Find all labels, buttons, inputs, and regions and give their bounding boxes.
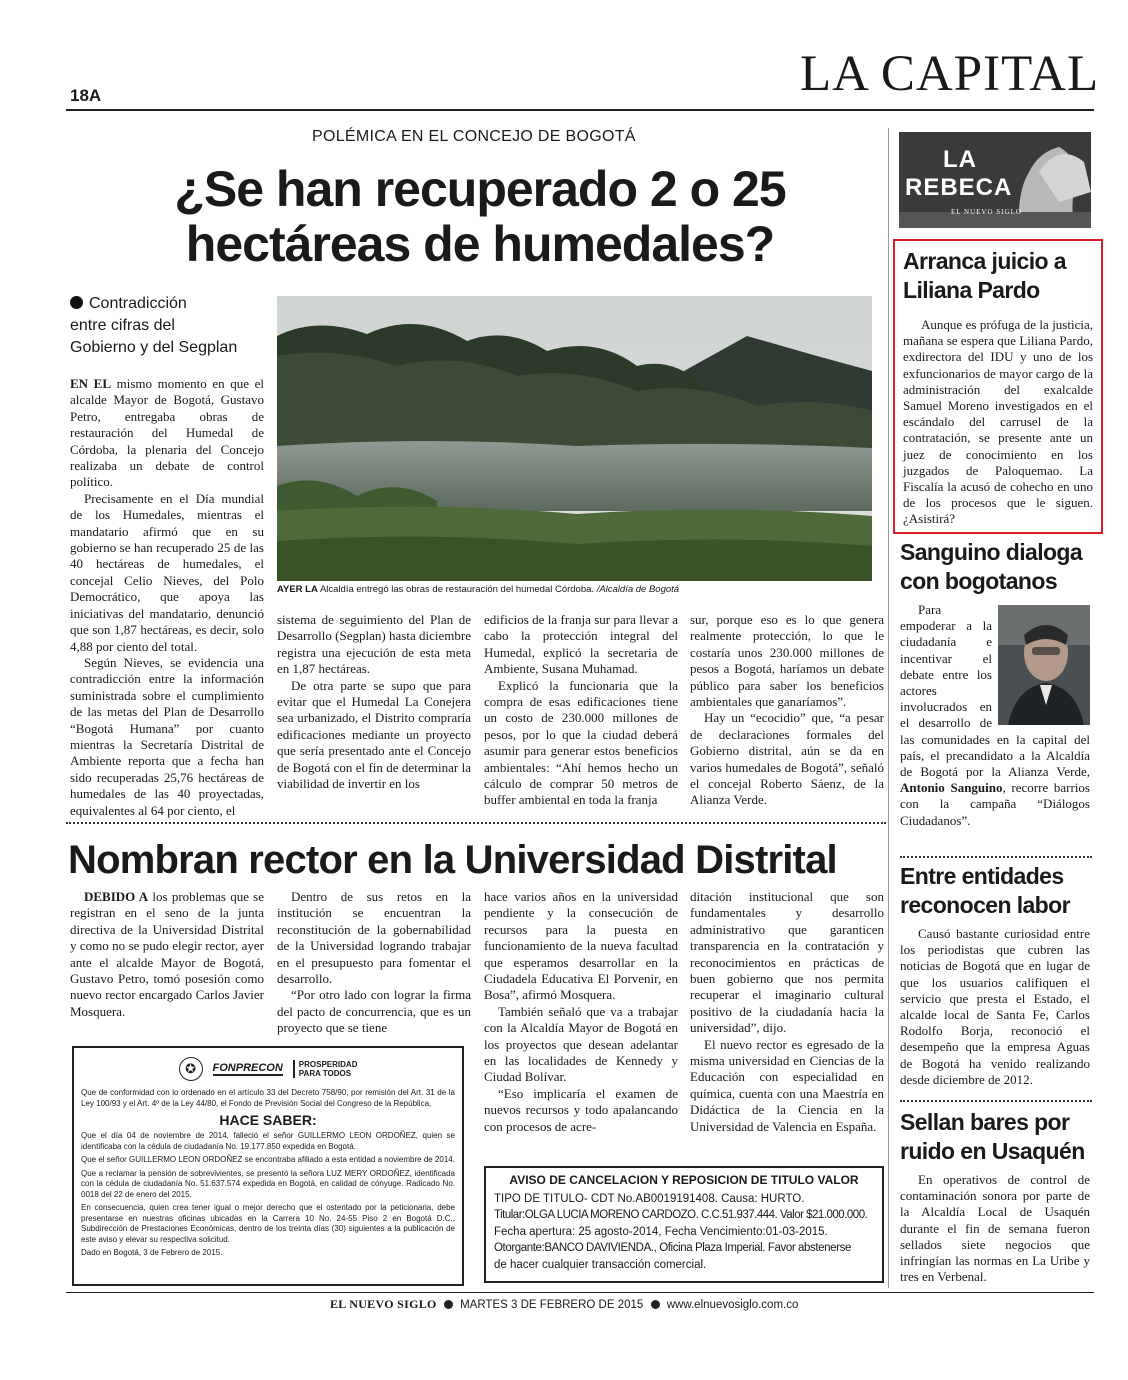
lead-column-1: [70, 376, 264, 819]
legal-logos: [81, 1054, 455, 1084]
sidebar-item-2: [900, 538, 1090, 829]
kicker: POLÉMICA EN EL CONCEJO DE BOGOTÁ: [312, 128, 636, 145]
story-divider: [66, 822, 886, 824]
lead-headline-line2: hectáreas de humedales?: [185, 216, 775, 272]
photo-caption: [277, 584, 877, 596]
item3-title: Entre entidades reconocen labor: [900, 863, 1070, 918]
footer-dot-icon: [444, 1300, 453, 1309]
legal-p2: Que el señor GUILLERMO LEON ORDOÑEZ se encontraba afiliado a esta entidad a noviembre de 2014.: [81, 1155, 455, 1164]
lead-col4-p1: sur, porque eso es lo que genera realmente protección, lo que le costaría unos 230.000 millones de pesos a Bogotá, haríamos un debate público para saber los beneficios ambientales que ganaríamos”.: [690, 612, 884, 710]
rector-column-2: [277, 889, 471, 1037]
legal-title: HACE SABER:: [219, 1112, 317, 1128]
section-title: LA CAPITAL: [800, 46, 1100, 102]
header-rule: [66, 109, 1094, 111]
rector-col4-p1: ditación institucional que son fundamentales y desarrollo administrativo que garanticen transparencia en la contratación y reconocimientos en prácticas de buen gobierno que nos permita recuperar el imaginario cultural positivo de la ciudadanía hacia la universidad”, dijo.: [690, 889, 884, 1036]
lead-col3-p2: Explicó la funcionaria que la compra de esas edificaciones tiene un costo de 230.000 millones de pesos, por lo que la ciudad deberá asumir para generar estos beneficios ambientales: “Ahí hemos hecho un cálculo de comprar 50 metros de buffer ambiental en toda la franja: [484, 677, 678, 808]
legal-p5: Dado en Bogotá, 3 de Febrero de 2015.: [81, 1248, 223, 1257]
title-notice-line3: Fecha apertura: 25 agosto-2014, Fecha Vencimiento:01-03-2015.: [494, 1225, 828, 1238]
title-notice-line4: Otorgante:BANCO DAVIVIENDA., Oficina Plaza Imperial. Favor abstenerse: [494, 1242, 851, 1254]
banner-rebeca: REBECA: [905, 174, 1013, 201]
legal-notice: [72, 1046, 464, 1286]
lead-col2-p1: sistema de seguimiento del Plan de Desarrollo (Segplan) hasta diciembre registra una ejecución de esta meta en 1,87 hectáreas.: [277, 612, 471, 677]
footer-date: MARTES 3 DE FEBRERO DE 2015: [460, 1299, 644, 1311]
item3-body: Causó bastante curiosidad entre los periodistas que cubren las noticias de Bogotá que en lugar de que los usuarios califiquen el servicio que presta el Estado, el alcalde local de Santa Fe, Carlos Rodolfo Borja, reconoció el desempeño que la empresa Aguas de Bogotá ha venido realizando desde diciembre de 2012.: [900, 926, 1090, 1087]
lead-column-3: [484, 612, 678, 809]
sidebar-item-3: [900, 862, 1090, 1088]
bullet-icon: [70, 296, 83, 309]
rector-column-4: [690, 889, 884, 1135]
photo-credit: /Alcaldía de Bogotá: [596, 584, 680, 595]
photo-caption-text: Alcaldía entregó las obras de restauración del humedal Córdoba.: [319, 584, 595, 595]
photo-caption-lead: AYER LA: [277, 584, 318, 595]
sidebar-divider: [888, 128, 889, 1288]
rector-col3-p3: “Eso implicaría el examen de nuevos recursos y todo apalancando con procesos de acre-: [484, 1085, 678, 1134]
page-number: 18A: [70, 86, 102, 105]
legal-p1: Que el día 04 de noviembre de 2014, falleció el señor GUILLERMO LEON ORDOÑEZ, quien se identificaba con la cédula de ciudadanía No. 19.177.850 expedida en Bogotá.: [81, 1131, 455, 1151]
rector-column-1: [70, 889, 264, 1020]
rector-col2-p1: Dentro de sus retos en la institución se encuentran la reconstitución de la gobernabilidad de la Universidad logrando trabajar en el presupuesto para fomentar el desarrollo.: [277, 889, 471, 987]
legal-p3: Que a reclamar la pensión de sobrevivientes, se presentó la señora LUZ MERY ORDOÑEZ, identificada con la cédula de ciudadanía No. 51.637.574 expedida en Bogotá, en calidad de cónyuge. Radicado No. 0018 del 22 de enero del 2015.: [81, 1168, 455, 1199]
rector-column-3: [484, 889, 678, 1135]
footer-paper: EL NUEVO SIGLO: [330, 1297, 437, 1311]
lead-col1-p3: Según Nieves, se evidencia una contradicción entre la información suministrada sobre el cumplimiento de las metas del Plan de Desarrollo “Bogotá Humana” por cuanto mientras la Secretaría Distrital de Ambiente reporta que a fecha han sido recuperadas 25,76 hectáreas de humedales de las 40 proyectadas, equivalentes al 64 por ciento, el: [70, 654, 264, 818]
prosperidad-line1: PROSPERIDAD: [298, 1060, 358, 1069]
legal-p4: En consecuencia, quien crea tener igual o mejor derecho que el ostentado por la peticionaria, debe presentarse en nuestras oficinas ubicadas en la Carrera 10 No. 24-55 Piso 2 en Bogotá D.C., Subdirección de Prestaciones Económicas, dentro de los treinta días (30) siguientes a la publicación de este aviso y elevar su respectiva solicitud.: [81, 1203, 455, 1244]
fonprecon-logo: FONPRECON: [212, 1062, 283, 1074]
item4-title: Sellan bares por ruido en Usaquén: [900, 1109, 1085, 1164]
lead-headline-line1: ¿Se han recuperado 2 o 25: [174, 161, 786, 217]
item2-body-post: , recorre barrios con la campaña “Diálogos Ciudadanos”.: [900, 780, 1090, 828]
title-notice-line1: TIPO DE TITULO- CDT No.AB0019191408. Causa: HURTO.: [494, 1192, 805, 1205]
item4-body: En operativos de control de contaminación sonora por parte de la Alcaldía Local de Usaquén durante el fin de semana fueron sellados siete negocios que infringían las normas en La Uribe y tres en Verbenal.: [900, 1172, 1090, 1285]
sidebar-divider-3: [900, 1100, 1092, 1102]
sidebar-item-4: [900, 1108, 1090, 1285]
lead-col1-p2: Precisamente en el Día mundial de los Humedales, mientras el mandatario afirmó que en su gobierno se han recuperado 25 de las 40 hectáreas de humedales, el concejal Celio Nieves, del Polo Democrático, que apoya las iniciativas del mandatario, denunció que son 1,87 hectáreas, es decir, solo 4,88 por ciento del total.: [70, 490, 264, 654]
page-footer: [330, 1297, 798, 1312]
item2-body-pre: Para empoderar a la ciudadanía e incentivar el debate entre los actores involucrados en el desarrollo de las comunidades en la capital del país, el precandidato a la Alcaldía de Bogotá por la Alianza Verde,: [900, 602, 1090, 780]
title-notice-line2: Titular:OLGA LUCIA MORENO CARDOZO. C.C.51.937.444. Valor $21.000.000.: [494, 1209, 868, 1221]
sanguino-photo: [998, 605, 1090, 725]
lead-col2-p2: De otra parte se supo que para evitar que el Humedal La Conejera sea urbanizado, el Distrito compraría edificaciones mediante un proyecto que sería presentado ante el Concejo de Bogotá con el fin de determinar la viabilidad de invertir en los: [277, 677, 471, 792]
rector-col3-p1: hace varios años en la universidad pendiente y la consecución de recursos para la puesta en funcionamiento de la nueva facultad que esperamos desarrollar en la Ciudadela Educativa El Porvenir, en Bosa”, afirmó Mosquera.: [484, 889, 678, 1003]
lead-col1-lead: EN EL: [70, 376, 112, 391]
item1-body: Aunque es prófuga de la justicia, mañana se espera que Liliana Pardo, exdirectora del IDU y uno de los exfuncionarios de mayor cargo de la administración del exalcalde Samuel Moreno investigados en el escándalo del carrusel de la contratación, se presente ante un juez de conocimiento en los juzgados de Paloquemao. La Fiscalía la acusó de cohecho en uno de los procesos que le siguen. ¿Asistirá?: [903, 317, 1093, 527]
banner-sub: EL NUEVO SIGLO: [951, 208, 1022, 216]
footer-rule: [66, 1292, 1094, 1293]
legal-intro: Que de conformidad con lo ordenado en el artículo 33 del Decreto 758/90, por remisión del Art. 31 de la Ley 100/93 y el Art. 4º de la Ley 44/80, el Fondo de Previsión Social del Congreso de la República,: [81, 1088, 455, 1108]
rector-col2-p2: “Por otro lado con lograr la firma del pacto de concurrencia, que es un proyecto que se tiene: [277, 987, 471, 1036]
lead-col4-p2: Hay un “ecocidio” que, “a pesar de declaraciones formales del Gobierno distrital, aún se da en varios humedales de Bogotá”, señaló el concejal Roberto Sáenz, de la Alianza Verde.: [690, 710, 884, 808]
item1-title: Arranca juicio a Liliana Pardo: [903, 248, 1066, 303]
lead-column-2: [277, 612, 471, 792]
highlight-box: [893, 239, 1103, 534]
sidebar-divider-2: [900, 856, 1092, 858]
lead-headline: [100, 162, 860, 272]
rector-col1-lead: DEBIDO A: [84, 889, 149, 904]
title-notice: [484, 1166, 884, 1283]
lead-col3-p1: edificios de la franja sur para llevar a cabo la protección integral del Humedal, explicó la secretaria de Ambiente, Susana Muhamad.: [484, 612, 678, 677]
lead-summary-line3: Gobierno y del Segplan: [70, 339, 238, 356]
prosperidad-line2: PARA TODOS: [298, 1069, 352, 1078]
la-rebeca-banner: [899, 132, 1091, 228]
lead-col1-p1: mismo momento en que el alcalde Mayor de Bogotá, Gustavo Petro, entregaba obras de restauración del Humedal de Córdoba, la plenaria del Concejo realizaba un debate de control político.: [70, 376, 265, 490]
footer-dot-icon: [651, 1300, 660, 1309]
rector-headline: Nombran rector en la Universidad Distrital: [68, 838, 837, 882]
title-notice-line5: de hacer cualquier transacción comercial.: [494, 1258, 707, 1271]
title-notice-title: AVISO DE CANCELACION Y REPOSICION DE TITULO VALOR: [509, 1173, 859, 1187]
rector-col4-p2: El nuevo rector es egresado de la misma universidad en Ciencias de la Educación con especialidad en química, cuenta con una Maestría en Didáctica de la Ciencia en la Universidad de Valencia en España.: [690, 1036, 884, 1134]
lead-column-4: [690, 612, 884, 809]
item2-name: Antonio Sanguino: [900, 780, 1003, 796]
banner-la: LA: [943, 146, 977, 173]
prosperidad-logo: [293, 1060, 358, 1078]
footer-url: www.elnuevosiglo.com.co: [666, 1299, 799, 1311]
rector-col3-p2: También señaló que va a trabajar con la Alcaldía Mayor de Bogotá en los proyectos que desean adelantar en las localidades de Kennedy y Ciudad Bolívar.: [484, 1003, 678, 1085]
item2-title: Sanguino dialoga con bogotanos: [900, 539, 1083, 594]
wetland-photo: [277, 296, 872, 581]
rector-col1-p1: los problemas que se registran en el seno de la junta directiva de la Universidad Distrital y como no se pudo elegir rector, ayer ante el alcalde Mayor de Bogotá, Gustavo Petro, tomó posesión como nuevo rector encargado Carlos Javier Mosquera.: [70, 889, 265, 1019]
lead-summary: [70, 293, 270, 359]
coat-of-arms-icon: ✪: [179, 1057, 203, 1081]
lead-summary-line1: Contradicción: [89, 295, 187, 312]
lead-summary-line2: entre cifras del: [70, 317, 175, 334]
